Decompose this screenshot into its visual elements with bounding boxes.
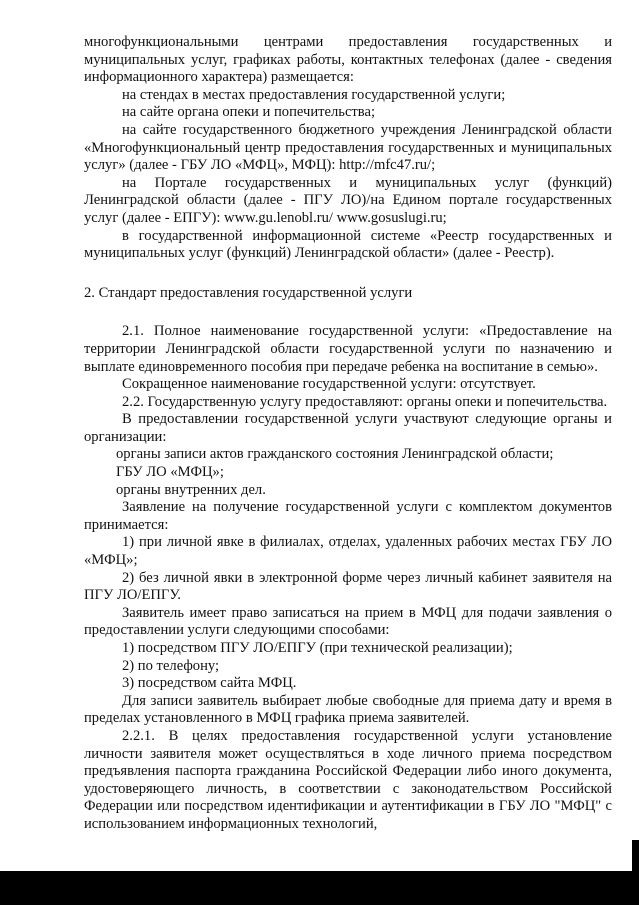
appointment-way-phone: 2) по телефону; <box>122 657 220 674</box>
section-heading: 2. Стандарт предоставления государственной услуги <box>84 284 413 301</box>
participant-zags: органы записи актов гражданского состояния Ленинградской области; <box>116 446 554 463</box>
list-item-registry: в государственной информационной системе «Реестр государственных и муниципальных услуг (функций) Ленинградской области» (далее - Реестр). <box>84 227 612 262</box>
document-page <box>84 34 612 834</box>
scan-bottom-border <box>0 871 639 905</box>
paragraph-2-2-1: 2.2.1. В целях предоставления государственной услуги установление личности заявителя может осуществляться в ходе личного приема посредством предъявления паспорта гражданина Российской Федерации либо иного документа, удостоверяющего личность, в соответствии с законодательством Российской Федерации или посредством идентификации и аутентификации в ГБУ ЛО "МФЦ" с использованием информационных технологий, <box>84 727 612 832</box>
paragraph-2-1: 2.1. Полное наименование государственной услуги: «Предоставление на территории Ленинградской области государственной услуги по назначению и выплате единовременного пособия при передаче ребенка на воспитание в семью». <box>84 323 612 375</box>
paragraph-participants: В предоставлении государственной услуги участвуют следующие органы и организации: <box>84 411 612 445</box>
list-item-stands: на стендах в местах предоставления государственной услуги; <box>122 86 506 103</box>
paragraph-application: Заявление на получение государственной услуги с комплектом документов принимается: <box>84 499 612 533</box>
application-way-electronic: 2) без личной явки в электронной форме через личный кабинет заявителя на ПГУ ЛО/ЕПГУ. <box>84 569 612 604</box>
list-item-mfc-site: на сайте государственного бюджетного учреждения Ленинградской области «Многофункциональный центр предоставления государственных и муниципальных услуг» (далее - ГБУ ЛО «МФЦ», МФЦ): http://mfc47.ru/; <box>84 121 612 174</box>
paragraph-2-2: 2.2. Государственную услугу предоставляют: органы опеки и попечительства. <box>122 393 608 410</box>
application-way-personal: 1) при личной явке в филиалах, отделах, удаленных рабочих местах ГБУ ЛО «МФЦ»; <box>84 534 612 569</box>
appointment-way-mfc-site: 3) посредством сайта МФЦ. <box>122 675 297 692</box>
list-item-portal: на Портале государственных и муниципальных услуг (функций) Ленинградской области (далее - ПГУ ЛО)/на Едином портале государственных услуг (далее - ЕПГУ): www.gu.lenobl.ru/ www.gosuslugi.ru; <box>84 174 612 226</box>
appointment-way-portal: 1) посредством ПГУ ЛО/ЕПГУ (при технической реализации); <box>122 640 513 656</box>
paragraph-intro: многофункциональными центрами предоставления государственных и муниципальных услуг, графиках работы, контактных телефонах (далее - сведения информационного характера) размещается: <box>84 34 612 86</box>
paragraph-short-name: Сокращенное наименование государственной услуги: отсутствует. <box>122 376 536 393</box>
paragraph-appointment: Заявитель имеет право записаться на прием в МФЦ для подачи заявления о предоставлении услуги следующими способами: <box>84 604 612 639</box>
paragraph-choose-time: Для записи заявитель выбирает любые свободные для приема дату и время в пределах установленного в МФЦ графика приема заявителей. <box>84 692 612 727</box>
list-item-guardianship-site: на сайте органа опеки и попечительства; <box>122 104 376 121</box>
participant-police: органы внутренних дел. <box>116 481 266 498</box>
participant-mfc: ГБУ ЛО «МФЦ»; <box>116 464 224 481</box>
